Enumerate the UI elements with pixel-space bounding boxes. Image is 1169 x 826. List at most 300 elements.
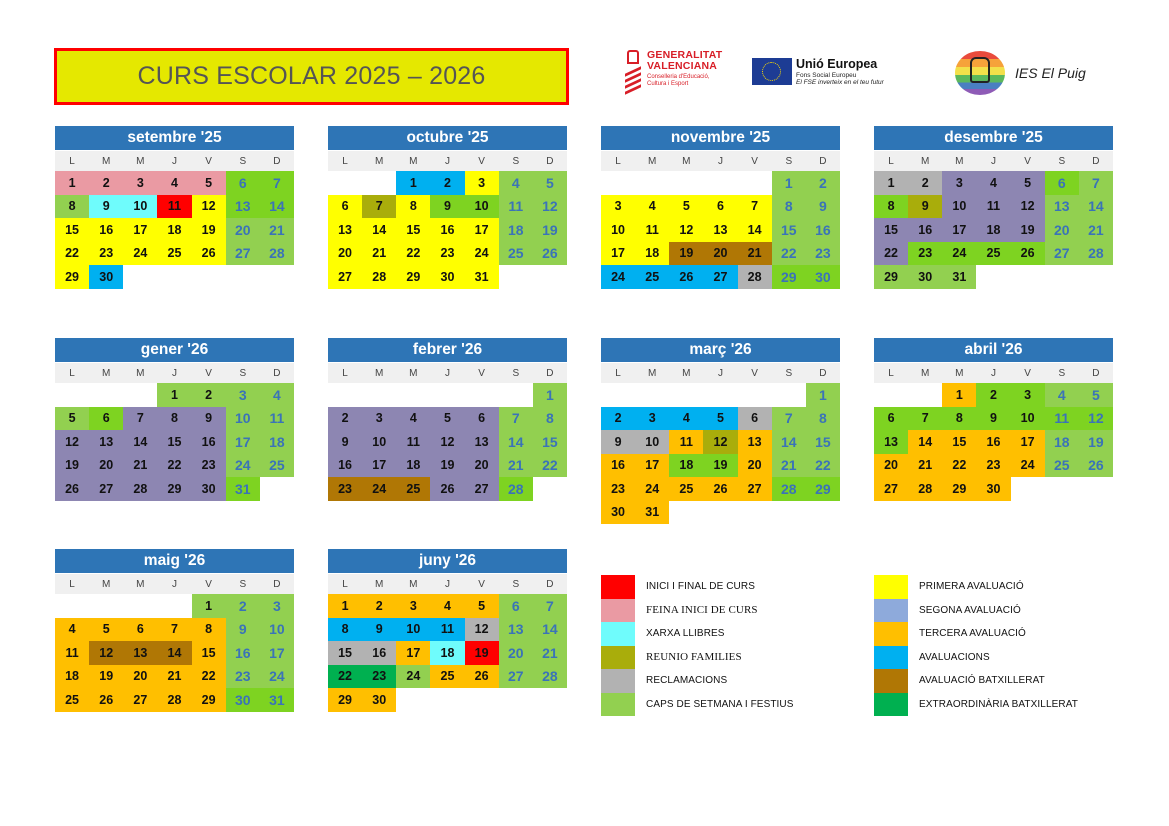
legend-label: TERCERA AVALUACIÓ (919, 628, 1026, 640)
day-cell: 6 (874, 407, 908, 431)
day-cell: 21 (499, 454, 533, 478)
weekday-header-row (55, 151, 294, 171)
weekday-label: M (409, 367, 418, 379)
day-cell: 1 (806, 383, 840, 407)
school-name: IES El Puig (1015, 65, 1086, 81)
day-cell: 6 (226, 171, 260, 195)
day-cell: 3 (123, 171, 157, 195)
day-cell: 18 (430, 641, 464, 665)
weekday-label: D (546, 367, 554, 379)
legend-swatch (601, 646, 635, 670)
day-cell: 25 (430, 665, 464, 689)
empty-cell (669, 383, 703, 407)
day-cell: 24 (942, 242, 976, 266)
day-cell: 5 (669, 195, 703, 219)
day-cell: 18 (669, 454, 703, 478)
day-cell: 7 (738, 195, 772, 219)
day-cell: 27 (123, 688, 157, 712)
day-cell: 20 (226, 218, 260, 242)
day-cell: 24 (123, 242, 157, 266)
legend-item (601, 669, 794, 693)
day-cell: 18 (499, 218, 533, 242)
legend-item (874, 622, 1078, 646)
weekday-label: J (444, 578, 450, 590)
day-cell: 28 (772, 477, 806, 501)
day-cell: 11 (1045, 407, 1079, 431)
day-cell: 12 (430, 430, 464, 454)
month-calendar (328, 338, 567, 501)
day-cell: 9 (328, 430, 362, 454)
day-cell: 22 (396, 242, 430, 266)
legend-label: XARXA LLIBRES (646, 628, 725, 640)
day-cell: 17 (226, 430, 260, 454)
weekday-label: S (512, 155, 520, 167)
day-cell: 15 (806, 430, 840, 454)
legend-item (874, 693, 1078, 717)
day-grid (328, 594, 567, 712)
weekday-label: M (921, 367, 930, 379)
legend-label: REUNIO FAMILIES (646, 651, 742, 664)
day-cell: 16 (601, 454, 635, 478)
day-cell: 17 (601, 242, 635, 266)
day-cell: 26 (669, 265, 703, 289)
school-logo (955, 51, 1086, 95)
weekday-label: J (171, 578, 177, 590)
day-cell: 18 (260, 430, 294, 454)
weekday-label: M (375, 367, 384, 379)
day-cell: 5 (430, 407, 464, 431)
weekday-label: M (102, 578, 111, 590)
empty-cell (635, 383, 669, 407)
day-cell: 19 (89, 665, 123, 689)
legend-swatch (874, 622, 908, 646)
day-cell: 27 (1045, 242, 1079, 266)
legend-item (601, 693, 794, 717)
eu-sub2: El FSE inverteix en el teu futur (796, 79, 884, 86)
weekday-label: J (171, 155, 177, 167)
day-cell: 6 (465, 407, 499, 431)
weekday-label: L (615, 367, 621, 379)
day-cell: 25 (635, 265, 669, 289)
day-cell: 13 (465, 430, 499, 454)
day-cell: 21 (533, 641, 567, 665)
weekday-label: M (682, 155, 691, 167)
day-cell: 15 (396, 218, 430, 242)
day-cell: 4 (499, 171, 533, 195)
legend-label: FEINA INICI DE CURS (646, 604, 758, 617)
month-calendar (601, 338, 840, 524)
month-title: octubre '25 (328, 126, 567, 151)
day-cell: 24 (1011, 454, 1045, 478)
day-cell: 19 (430, 454, 464, 478)
day-cell: 9 (806, 195, 840, 219)
day-cell: 21 (157, 665, 191, 689)
day-cell: 18 (1045, 430, 1079, 454)
day-cell: 30 (806, 265, 840, 289)
day-cell: 20 (1045, 218, 1079, 242)
weekday-label: M (375, 578, 384, 590)
day-cell: 16 (908, 218, 942, 242)
day-cell: 7 (533, 594, 567, 618)
month-title: gener '26 (55, 338, 294, 363)
day-cell: 19 (55, 454, 89, 478)
day-cell: 10 (123, 195, 157, 219)
day-cell: 9 (89, 195, 123, 219)
day-cell: 6 (703, 195, 737, 219)
day-cell: 17 (362, 454, 396, 478)
day-cell: 21 (738, 242, 772, 266)
legend-item (601, 575, 794, 599)
day-cell: 19 (1011, 218, 1045, 242)
day-cell: 29 (806, 477, 840, 501)
day-cell: 3 (362, 407, 396, 431)
day-cell: 11 (260, 407, 294, 431)
month-calendar (55, 549, 294, 712)
day-grid (874, 171, 1113, 289)
weekday-label: V (751, 155, 758, 167)
legend-swatch (601, 693, 635, 717)
day-cell: 25 (55, 688, 89, 712)
day-cell: 15 (772, 218, 806, 242)
generalitat-logo (623, 50, 743, 98)
weekday-label: J (990, 367, 996, 379)
month-title: abril '26 (874, 338, 1113, 363)
weekday-label: D (819, 367, 827, 379)
empty-cell (328, 383, 362, 407)
day-cell: 17 (1011, 430, 1045, 454)
day-cell: 4 (635, 195, 669, 219)
day-cell: 14 (362, 218, 396, 242)
day-cell: 28 (157, 688, 191, 712)
day-cell: 8 (192, 618, 226, 642)
day-cell: 10 (260, 618, 294, 642)
weekday-label: S (512, 578, 520, 590)
day-cell: 2 (192, 383, 226, 407)
day-cell: 26 (430, 477, 464, 501)
day-cell: 8 (806, 407, 840, 431)
day-cell: 17 (260, 641, 294, 665)
day-cell: 6 (328, 195, 362, 219)
empty-cell (772, 383, 806, 407)
day-cell: 19 (669, 242, 703, 266)
day-grid (55, 383, 294, 501)
day-cell: 12 (533, 195, 567, 219)
day-cell: 23 (192, 454, 226, 478)
weekday-label: D (546, 578, 554, 590)
weekday-label: D (273, 367, 281, 379)
empty-cell (328, 171, 362, 195)
legend-label: AVALUACIÓ BATXILLERAT (919, 675, 1045, 687)
day-cell: 12 (55, 430, 89, 454)
weekday-label: M (682, 367, 691, 379)
day-cell: 4 (157, 171, 191, 195)
day-cell: 7 (157, 618, 191, 642)
day-cell: 30 (976, 477, 1010, 501)
day-cell: 19 (1079, 430, 1113, 454)
day-cell: 8 (157, 407, 191, 431)
day-cell: 24 (601, 265, 635, 289)
weekday-label: D (1092, 367, 1100, 379)
day-cell: 12 (192, 195, 226, 219)
day-cell: 29 (192, 688, 226, 712)
day-cell: 20 (499, 641, 533, 665)
empty-cell (55, 594, 89, 618)
day-cell: 7 (362, 195, 396, 219)
day-cell: 19 (465, 641, 499, 665)
day-cell: 12 (669, 218, 703, 242)
weekday-header-row (874, 363, 1113, 383)
legend-item (874, 646, 1078, 670)
weekday-label: S (239, 155, 247, 167)
day-cell: 18 (396, 454, 430, 478)
day-cell: 14 (260, 195, 294, 219)
empty-cell (157, 594, 191, 618)
day-cell: 6 (738, 407, 772, 431)
day-cell: 9 (192, 407, 226, 431)
day-cell: 26 (1011, 242, 1045, 266)
weekday-label: S (785, 367, 793, 379)
day-cell: 7 (260, 171, 294, 195)
day-cell: 27 (738, 477, 772, 501)
empty-cell (601, 171, 635, 195)
day-grid (601, 383, 840, 524)
day-cell: 1 (157, 383, 191, 407)
day-cell: 4 (430, 594, 464, 618)
weekday-label: S (239, 367, 247, 379)
day-cell: 13 (703, 218, 737, 242)
day-cell: 29 (55, 265, 89, 289)
day-cell: 18 (635, 242, 669, 266)
day-cell: 25 (1045, 454, 1079, 478)
day-cell: 16 (976, 430, 1010, 454)
day-cell: 19 (533, 218, 567, 242)
day-cell: 2 (89, 171, 123, 195)
day-cell: 23 (806, 242, 840, 266)
day-cell: 8 (55, 195, 89, 219)
legend-right (874, 575, 1078, 716)
day-cell: 31 (226, 477, 260, 501)
empty-cell (738, 171, 772, 195)
day-cell: 7 (123, 407, 157, 431)
day-cell: 18 (157, 218, 191, 242)
generalitat-line1: GENERALITAT (647, 49, 723, 61)
weekday-label: V (478, 367, 485, 379)
day-cell: 1 (533, 383, 567, 407)
weekday-label: M (136, 578, 145, 590)
weekday-label: V (205, 578, 212, 590)
day-cell: 27 (874, 477, 908, 501)
day-cell: 6 (123, 618, 157, 642)
eu-flag-icon (752, 58, 792, 85)
day-cell: 15 (874, 218, 908, 242)
day-cell: 25 (669, 477, 703, 501)
empty-cell (669, 171, 703, 195)
day-cell: 14 (1079, 195, 1113, 219)
day-cell: 3 (260, 594, 294, 618)
day-cell: 21 (1079, 218, 1113, 242)
weekday-label: S (1058, 367, 1066, 379)
day-cell: 10 (396, 618, 430, 642)
day-cell: 16 (328, 454, 362, 478)
day-cell: 11 (669, 430, 703, 454)
legend-label: CAPS DE SETMANA I FESTIUS (646, 698, 794, 710)
day-cell: 14 (157, 641, 191, 665)
weekday-label: S (785, 155, 793, 167)
day-cell: 8 (942, 407, 976, 431)
weekday-label: L (615, 155, 621, 167)
day-cell: 14 (908, 430, 942, 454)
legend-swatch (601, 599, 635, 623)
month-calendar (55, 338, 294, 501)
weekday-label: M (409, 578, 418, 590)
day-cell: 15 (55, 218, 89, 242)
day-cell: 9 (908, 195, 942, 219)
day-cell: 22 (157, 454, 191, 478)
month-calendar (874, 338, 1113, 501)
empty-cell (362, 383, 396, 407)
day-cell: 24 (396, 665, 430, 689)
day-cell: 24 (465, 242, 499, 266)
day-cell: 5 (89, 618, 123, 642)
day-cell: 30 (226, 688, 260, 712)
day-cell: 29 (328, 688, 362, 712)
legend-left (601, 575, 794, 716)
legend-item (601, 646, 794, 670)
day-cell: 19 (703, 454, 737, 478)
page-title: CURS ESCOLAR 2025 – 2026 (54, 48, 569, 105)
day-cell: 13 (226, 195, 260, 219)
day-cell: 13 (499, 618, 533, 642)
day-cell: 5 (192, 171, 226, 195)
day-cell: 24 (635, 477, 669, 501)
legend-item (874, 599, 1078, 623)
day-cell: 2 (806, 171, 840, 195)
day-cell: 22 (533, 454, 567, 478)
empty-cell (635, 171, 669, 195)
eu-logo (752, 58, 884, 86)
empty-cell (55, 383, 89, 407)
day-cell: 17 (123, 218, 157, 242)
day-cell: 12 (465, 618, 499, 642)
day-cell: 15 (533, 430, 567, 454)
weekday-label: M (409, 155, 418, 167)
day-cell: 22 (942, 454, 976, 478)
day-cell: 23 (362, 665, 396, 689)
day-cell: 22 (55, 242, 89, 266)
legend-swatch (874, 693, 908, 717)
fist-badge-icon (955, 51, 1005, 95)
day-cell: 13 (874, 430, 908, 454)
day-cell: 13 (1045, 195, 1079, 219)
day-cell: 22 (772, 242, 806, 266)
month-title: maig '26 (55, 549, 294, 574)
legend-swatch (601, 575, 635, 599)
day-cell: 17 (635, 454, 669, 478)
day-cell: 26 (1079, 454, 1113, 478)
day-cell: 11 (157, 195, 191, 219)
day-cell: 31 (260, 688, 294, 712)
day-cell: 25 (499, 242, 533, 266)
day-cell: 7 (908, 407, 942, 431)
day-cell: 20 (738, 454, 772, 478)
weekday-header-row (601, 363, 840, 383)
day-cell: 14 (499, 430, 533, 454)
legend-label: INICI I FINAL DE CURS (646, 581, 755, 593)
day-cell: 20 (703, 242, 737, 266)
day-cell: 30 (89, 265, 123, 289)
day-cell: 1 (192, 594, 226, 618)
day-cell: 20 (123, 665, 157, 689)
day-grid (328, 383, 567, 501)
day-cell: 13 (123, 641, 157, 665)
day-cell: 9 (430, 195, 464, 219)
weekday-label: J (171, 367, 177, 379)
day-cell: 3 (601, 195, 635, 219)
month-title: setembre '25 (55, 126, 294, 151)
day-cell: 4 (669, 407, 703, 431)
day-cell: 1 (874, 171, 908, 195)
day-cell: 16 (226, 641, 260, 665)
weekday-label: S (1058, 155, 1066, 167)
day-cell: 10 (635, 430, 669, 454)
day-cell: 15 (328, 641, 362, 665)
weekday-label: L (69, 367, 75, 379)
day-cell: 23 (430, 242, 464, 266)
empty-cell (123, 594, 157, 618)
weekday-label: M (921, 155, 930, 167)
day-cell: 10 (942, 195, 976, 219)
day-cell: 4 (1045, 383, 1079, 407)
generalitat-line2: VALENCIANA (647, 60, 718, 72)
day-cell: 26 (533, 242, 567, 266)
day-cell: 21 (362, 242, 396, 266)
day-cell: 30 (362, 688, 396, 712)
weekday-header-row (328, 574, 567, 594)
day-cell: 31 (942, 265, 976, 289)
empty-cell (89, 594, 123, 618)
day-cell: 20 (874, 454, 908, 478)
day-cell: 20 (328, 242, 362, 266)
day-cell: 3 (1011, 383, 1045, 407)
weekday-label: M (102, 155, 111, 167)
day-cell: 5 (465, 594, 499, 618)
day-cell: 27 (703, 265, 737, 289)
day-cell: 4 (55, 618, 89, 642)
day-cell: 30 (601, 501, 635, 525)
weekday-label: L (342, 155, 348, 167)
empty-cell (703, 383, 737, 407)
day-cell: 18 (976, 218, 1010, 242)
month-title: juny '26 (328, 549, 567, 574)
day-cell: 10 (601, 218, 635, 242)
weekday-label: V (1024, 155, 1031, 167)
day-cell: 31 (465, 265, 499, 289)
weekday-label: L (888, 367, 894, 379)
weekday-label: V (1024, 367, 1031, 379)
day-cell: 23 (908, 242, 942, 266)
day-cell: 26 (89, 688, 123, 712)
legend-item (601, 599, 794, 623)
day-cell: 10 (1011, 407, 1045, 431)
weekday-label: M (648, 155, 657, 167)
empty-cell (465, 383, 499, 407)
day-cell: 5 (703, 407, 737, 431)
eu-title: Unió Europea (796, 57, 878, 71)
day-cell: 14 (772, 430, 806, 454)
day-cell: 13 (738, 430, 772, 454)
generalitat-line3: Conselleria d'Educació, (647, 74, 710, 80)
day-cell: 23 (976, 454, 1010, 478)
